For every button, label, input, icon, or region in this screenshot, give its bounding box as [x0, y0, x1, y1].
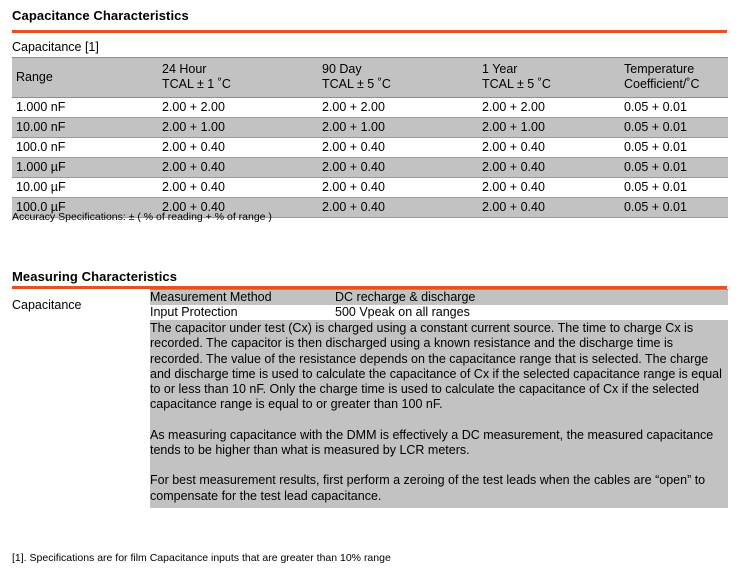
capacitance-subsection-label: Capacitance [1]: [12, 40, 99, 54]
accuracy-specifications-note: Accuracy Specifications: ± ( % of reading + % of range ): [12, 211, 272, 223]
cell-1year: 2.00 + 0.40: [478, 178, 620, 198]
table-row: [12, 138, 728, 158]
capacitance-characteristics-heading: Capacitance Characteristics: [12, 8, 189, 23]
column-header-1year-line1: 1 Year: [482, 62, 518, 76]
cell-24hour: 2.00 + 0.40: [158, 178, 318, 198]
measuring-characteristics-heading: Measuring Characteristics: [12, 269, 178, 284]
property-value: DC recharge & discharge: [335, 290, 476, 304]
cell-1year: 2.00 + 0.40: [478, 158, 620, 178]
column-header-range-line1: Range: [16, 69, 53, 84]
cell-range: 100.0 nF: [12, 138, 158, 158]
cell-24hour: 2.00 + 0.40: [158, 198, 318, 218]
table-row: [12, 158, 728, 178]
cell-range: 1.000 nF: [12, 98, 158, 118]
footnote-1: [1]. Specifications are for film Capacitance inputs that are greater than 10% range: [12, 552, 391, 564]
cell-90day: 2.00 + 0.40: [318, 198, 478, 218]
cell-range: 10.00 nF: [12, 118, 158, 138]
cell-1year: 2.00 + 2.00: [478, 98, 620, 118]
measuring-description-block: [150, 320, 728, 508]
cell-range: 1.000 µF: [12, 158, 158, 178]
cell-tempco: 0.05 + 0.01: [620, 158, 728, 178]
table-row: [12, 98, 728, 118]
description-paragraph-3: For best measurement results, first perform a zeroing of the test leads when the cables are “open” to compensate for the test lead capacitance.: [150, 473, 706, 503]
cell-90day: 2.00 + 2.00: [318, 98, 478, 118]
column-header-temperature-coefficient: [620, 58, 728, 98]
table-row: [12, 178, 728, 198]
capacitance-spec-table: [12, 57, 728, 218]
property-value: 500 Vpeak on all ranges: [335, 305, 470, 319]
cell-range: 10.00 µF: [12, 178, 158, 198]
cell-90day: 2.00 + 0.40: [318, 178, 478, 198]
cell-1year: 2.00 + 0.40: [478, 138, 620, 158]
cell-1year: 2.00 + 1.00: [478, 118, 620, 138]
cell-90day: 2.00 + 0.40: [318, 158, 478, 178]
table-header-row: [12, 58, 728, 98]
capacitance-section-divider: [12, 30, 727, 33]
measuring-property-list: [150, 290, 728, 320]
cell-90day: 2.00 + 0.40: [318, 138, 478, 158]
cell-tempco: 0.05 + 0.01: [620, 178, 728, 198]
description-paragraph-2: As measuring capacitance with the DMM is effectively a DC measurement, the measured capacitance tends to be higher than what is measured by LCR meters.: [150, 427, 714, 458]
property-key: Input Protection: [150, 305, 238, 319]
cell-tempco: 0.05 + 0.01: [620, 118, 728, 138]
column-header-90day-line1: 90 Day: [322, 62, 362, 76]
table-row: [12, 118, 728, 138]
cell-tempco: 0.05 + 0.01: [620, 198, 728, 218]
capacitance-spec-table-body: [12, 98, 728, 218]
cell-tempco: 0.05 + 0.01: [620, 98, 728, 118]
cell-90day: 2.00 + 1.00: [318, 118, 478, 138]
column-header-24hour-line1: 24 Hour: [162, 62, 207, 76]
property-key: Measurement Method: [150, 290, 272, 304]
cell-1year: 2.00 + 0.40: [478, 198, 620, 218]
property-row-measurement-method: [150, 290, 728, 305]
column-header-1year: [478, 58, 620, 98]
column-header-tempco-line1: Temperature: [624, 62, 695, 76]
column-header-90day-line2: TCAL ± 5 ˚C: [322, 77, 391, 91]
property-row-input-protection: [150, 305, 728, 320]
column-header-tempco-line2: Coefficient/˚C: [624, 77, 700, 91]
cell-tempco: 0.05 + 0.01: [620, 138, 728, 158]
column-header-range: [12, 58, 158, 98]
column-header-24hour-line2: TCAL ± 1 ˚C: [162, 77, 231, 91]
column-header-90day: [318, 58, 478, 98]
cell-24hour: 2.00 + 1.00: [158, 118, 318, 138]
cell-24hour: 2.00 + 2.00: [158, 98, 318, 118]
column-header-24hour: [158, 58, 318, 98]
cell-range: 100.0 µF: [12, 198, 158, 218]
cell-24hour: 2.00 + 0.40: [158, 158, 318, 178]
measuring-row-label: Capacitance: [12, 289, 150, 320]
column-header-1year-line2: TCAL ± 5 ˚C: [482, 77, 551, 91]
description-paragraph-1: The capacitor under test (Cx) is charged using a constant current source. The time to charge Cx is recorded. The capacitor is then discharged using a known resistance and the discharge time is recorded. The value of the resistance depends on the capacitance range that is selected. The charge and discharge time is used to calculate the capacitance of Cx if the selected capacitance range is equal to or less than 10 nF. Only the charge time is used to calculate the capacitance of Cx if the selected capacitance range is equal to or greater than 100 nF.: [150, 321, 722, 412]
cell-24hour: 2.00 + 0.40: [158, 138, 318, 158]
